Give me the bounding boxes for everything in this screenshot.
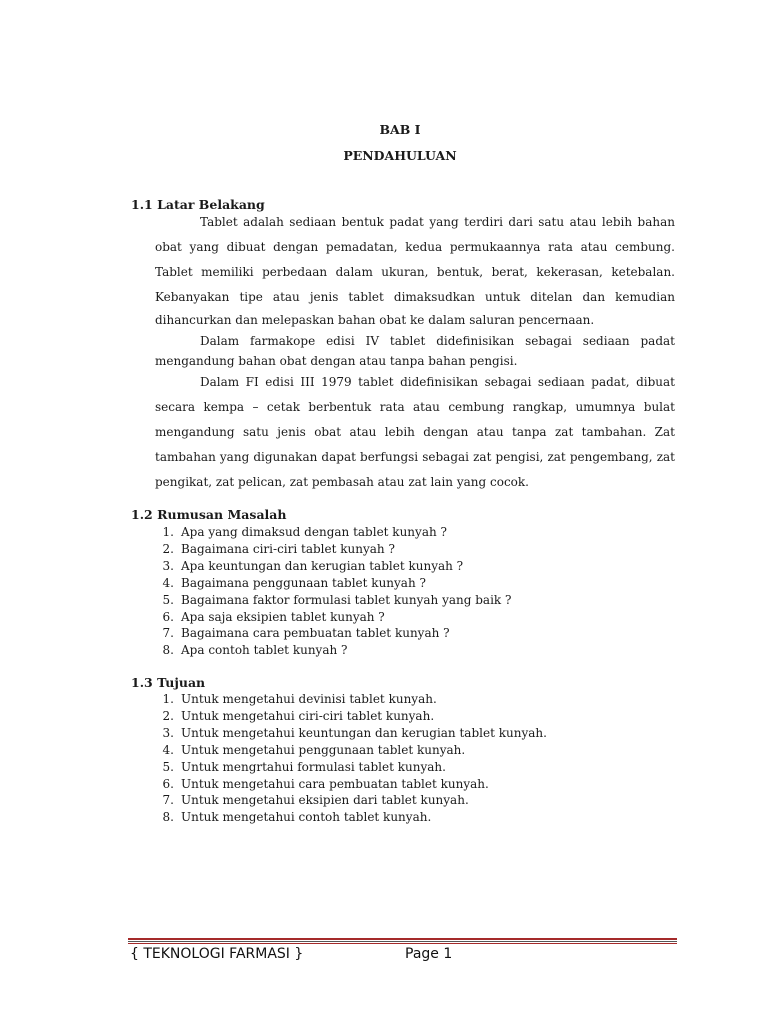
list-number: 5.	[162, 759, 174, 774]
list-item	[154, 541, 511, 558]
list-text: Untuk mengetahui keuntungan dan kerugian tablet kunyah.	[181, 725, 547, 740]
paragraph-line: tambahan yang digunakan dapat berfungsi sebagai zat pengisi, zat pengembang, zat	[155, 450, 675, 464]
chapter-title: PENDAHULUAN	[343, 148, 457, 163]
list-text: Bagaimana ciri-ciri tablet kunyah ?	[181, 541, 395, 556]
paragraph-line: mengandung satu jenis obat atau lebih dengan atau tanpa zat tambahan. Zat	[155, 425, 675, 439]
paragraph-line: Tablet adalah sediaan bentuk padat yang terdiri dari satu atau lebih bahan	[200, 215, 675, 229]
list-item	[154, 625, 511, 642]
list-number: 4.	[162, 575, 174, 590]
list-item	[154, 759, 547, 776]
list-item	[154, 809, 547, 826]
list-number: 5.	[162, 592, 174, 607]
list-number: 6.	[162, 776, 174, 791]
list-item	[154, 609, 511, 626]
list-text: Untuk mengrtahui formulasi tablet kunyah.	[181, 759, 446, 774]
paragraph-line: Tablet memiliki perbedaan dalam ukuran, bentuk, berat, kekerasan, ketebalan.	[155, 265, 675, 279]
paragraph-line: Kebanyakan tipe atau jenis tablet dimaksudkan untuk ditelan dan kemudian	[155, 290, 675, 304]
section-title-tujuan: 1.3 Tujuan	[131, 675, 206, 690]
list-number: 3.	[162, 725, 174, 740]
list-number: 8.	[162, 810, 174, 825]
list-number: 2.	[162, 541, 174, 556]
paragraph-tablet-definition	[155, 210, 675, 330]
list-text: Bagaimana faktor formulasi tablet kunyah yang baik ?	[181, 592, 512, 607]
paragraph-line: Dalam farmakope edisi IV tablet didefinisikan sebagai sediaan padat	[200, 334, 675, 348]
list-number: 3.	[162, 558, 174, 573]
list-text: Untuk mengetahui cara pembuatan tablet kunyah.	[181, 776, 489, 791]
paragraph-farmakope-iv	[155, 330, 675, 370]
paragraph-line: obat yang dibuat dengan pemadatan, kedua permukaannya rata atau cembung.	[155, 240, 675, 254]
list-item	[154, 592, 511, 609]
paragraph-line: secara kempa – cetak berbentuk rata atau cembung rangkap, umumnya bulat	[155, 400, 675, 414]
list-item	[154, 575, 511, 592]
list-number: 7.	[162, 626, 174, 641]
list-number: 1.	[162, 525, 174, 539]
list-text: Apa saja eksipien tablet kunyah ?	[181, 609, 385, 624]
list-text: Bagaimana cara pembuatan tablet kunyah ?	[181, 626, 450, 641]
list-item	[154, 708, 547, 725]
rumusan-masalah-list	[154, 524, 511, 659]
chapter-number: BAB I	[379, 122, 421, 137]
paragraph-line: mengandung bahan obat dengan atau tanpa bahan pengisi.	[155, 354, 518, 368]
section-title-latar-belakang: 1.1 Latar Belakang	[131, 197, 265, 212]
paragraph-line: dihancurkan dan melepaskan bahan obat ke dalam saluran pencernaan.	[155, 313, 595, 327]
list-item	[154, 691, 547, 708]
list-text: Untuk mengetahui penggunaan tablet kunyah.	[181, 742, 466, 757]
paragraph-fi-iii	[155, 370, 675, 495]
footer-rule	[128, 941, 677, 942]
list-item	[154, 558, 511, 575]
list-number: 1.	[162, 692, 174, 706]
list-text: Apa keuntungan dan kerugian tablet kunyah ?	[181, 558, 464, 573]
list-text: Untuk mengetahui ciri-ciri tablet kunyah.	[181, 708, 435, 723]
list-text: Bagaimana penggunaan tablet kunyah ?	[181, 575, 426, 590]
list-item	[154, 725, 547, 742]
list-item	[154, 524, 511, 541]
paragraph-line: Dalam FI edisi III 1979 tablet didefinisikan sebagai sediaan padat, dibuat	[200, 375, 675, 389]
list-number: 4.	[162, 742, 174, 757]
list-number: 2.	[162, 708, 174, 723]
list-item	[154, 642, 511, 659]
list-number: 8.	[162, 643, 174, 658]
list-text: Untuk mengetahui eksipien dari tablet kunyah.	[181, 793, 469, 808]
page-number: Page 1	[405, 946, 453, 962]
list-item	[154, 792, 547, 809]
list-text: Apa yang dimaksud dengan tablet kunyah ?	[181, 525, 447, 539]
footer-rule	[128, 938, 677, 940]
list-text: Untuk mengetahui contoh tablet kunyah.	[181, 810, 432, 825]
footer-rule	[128, 943, 677, 944]
list-text: Untuk mengetahui devinisi tablet kunyah.	[181, 692, 437, 706]
list-item	[154, 742, 547, 759]
list-text: Apa contoh tablet kunyah ?	[181, 643, 348, 658]
section-title-rumusan-masalah: 1.2 Rumusan Masalah	[131, 507, 287, 522]
list-number: 6.	[162, 609, 174, 624]
footer-title: { TEKNOLOGI FARMASI }	[130, 946, 304, 962]
list-item	[154, 776, 547, 793]
paragraph-line: pengikat, zat pelican, zat pembasah atau zat lain yang cocok.	[155, 475, 529, 489]
tujuan-list	[154, 691, 547, 826]
list-number: 7.	[162, 793, 174, 808]
